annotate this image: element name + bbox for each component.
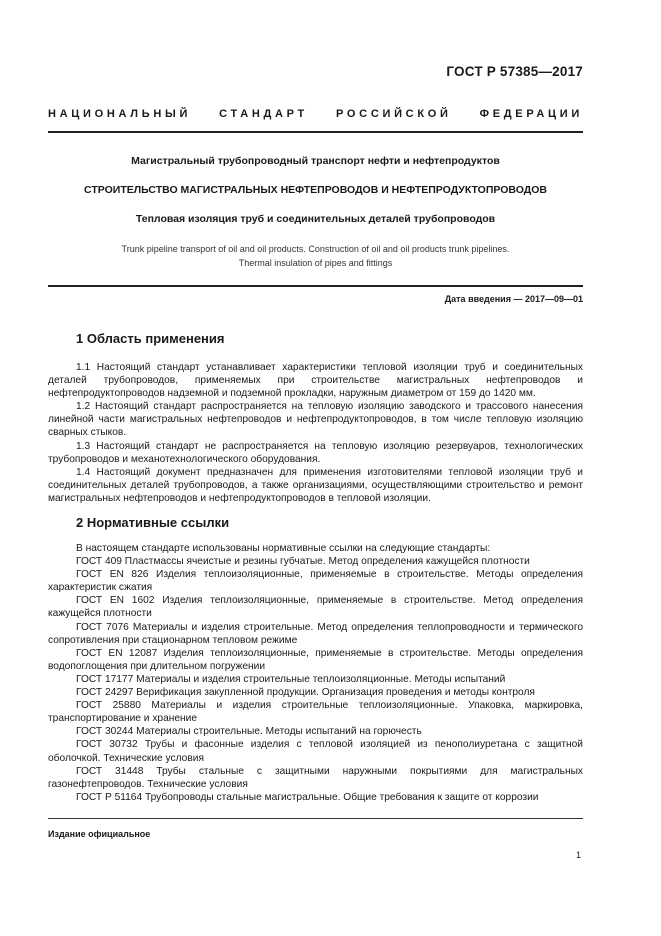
paragraph-1-2: 1.2 Настоящий стандарт распространяется на тепловую изоляцию заводского и трассового нанесения линейной части магистральных нефтепроводов и нефтепродуктопроводов, в том числе тепловую изоляцию сварных стыков.: [48, 401, 583, 439]
introduction-date: Дата введения — 2017—09—01: [444, 294, 583, 304]
header-rule: [48, 131, 583, 133]
page-number: 1: [575, 850, 581, 860]
reference-item: ГОСТ 24297 Верификация закупленной продукции. Организация проведения и методы контроля: [76, 687, 535, 699]
reference-item: ГОСТ EN 12087 Изделия теплоизоляционные, применяемые в строительстве. Методы определения водопоглощения при длительном погружении: [48, 647, 583, 672]
reference-item: ГОСТ EN 1602 Изделия теплоизоляционные, применяемые в строительстве. Метод определения кажущейся плотности: [48, 595, 583, 620]
reference-item: ГОСТ 25880 Материалы и изделия строительные теплоизоляционные. Упаковка, маркировка, транспортирование и хранение: [48, 700, 583, 725]
reference-item: ГОСТ 31448 Трубы стальные с защитными наружными покрытиями для магистральных газонефтепроводов. Технические условия: [48, 765, 583, 790]
section-2-heading: 2 Нормативные ссылки: [76, 515, 230, 530]
section-1-heading: 1 Область применения: [76, 331, 225, 346]
official-edition-label: Издание официальное: [48, 829, 151, 839]
section-2-body: [48, 542, 583, 804]
english-title: [48, 242, 583, 270]
reference-item: ГОСТ 7076 Материалы и изделия строительные. Метод определения теплопроводности и термического сопротивления при стационарном тепловом режиме: [48, 621, 583, 646]
paragraph-1-1: 1.1 Настоящий стандарт устанавливает характеристики тепловой изоляции труб и соединительных деталей трубопроводов, применяемых при строительстве магистральных нефтепроводов и нефтепродуктопроводов надземной и подземной прокладки, наружным диаметром от 159 до 1420 мм.: [48, 362, 583, 400]
section-1-body: [48, 361, 583, 505]
references-intro: В настоящем стандарте использованы нормативные ссылки на следующие стандарты:: [76, 543, 491, 554]
paragraph-1-3: 1.3 Настоящий стандарт не распространяется на тепловую изоляцию резервуаров, технологических трубопроводов и механотехнологического оборудования.: [48, 440, 583, 465]
reference-item: ГОСТ 409 Пластмассы ячеистые и резины губчатые. Метод определения кажущейся плотности: [76, 556, 530, 568]
footer-rule: [48, 818, 583, 819]
reference-item: ГОСТ Р 51164 Трубопроводы стальные магистральные. Общие требования к защите от коррозии: [76, 791, 539, 803]
document-code: ГОСТ Р 57385—2017: [446, 64, 583, 79]
reference-item: ГОСТ EN 826 Изделия теплоизоляционные, применяемые в строительстве. Методы определения характеристик сжатия: [48, 569, 583, 594]
national-standard-banner: НАЦИОНАЛЬНЫЙ СТАНДАРТ РОССИЙСКОЙ ФЕДЕРАЦИИ: [48, 108, 583, 120]
reference-item: ГОСТ 30244 Материалы строительные. Методы испытаний на горючесть: [76, 726, 422, 738]
title-line-3: Тепловая изоляция труб и соединительных деталей трубопроводов: [135, 213, 496, 225]
reference-item: ГОСТ 30732 Трубы и фасонные изделия с тепловой изоляцией из пенополиуретана с защитной оболочкой. Технические условия: [48, 739, 583, 764]
paragraph-1-4: 1.4 Настоящий документ предназначен для применения изготовителями тепловой изоляции труб и соединительных деталей трубопроводов, а также организациями, осуществляющими строительство и ремонт магистральных нефтепроводов и нефтепродуктопроводов в тепловой изоляции.: [48, 466, 583, 504]
title-rule: [48, 285, 583, 287]
reference-item: ГОСТ 17177 Материалы и изделия строительные теплоизоляционные. Методы испытаний: [76, 673, 506, 685]
english-title-line-2: Thermal insulation of pipes and fittings: [238, 258, 393, 268]
title-line-1: Магистральный трубопроводный транспорт нефти и нефтепродуктов: [131, 155, 500, 167]
title-line-2: СТРОИТЕЛЬСТВО МАГИСТРАЛЬНЫХ НЕФТЕПРОВОДОВ И НЕФТЕПРОДУКТОПРОВОДОВ: [84, 184, 547, 196]
english-title-line-1: Trunk pipeline transport of oil and oil products. Construction of oil and oil products trunk pipelines.: [121, 244, 510, 254]
